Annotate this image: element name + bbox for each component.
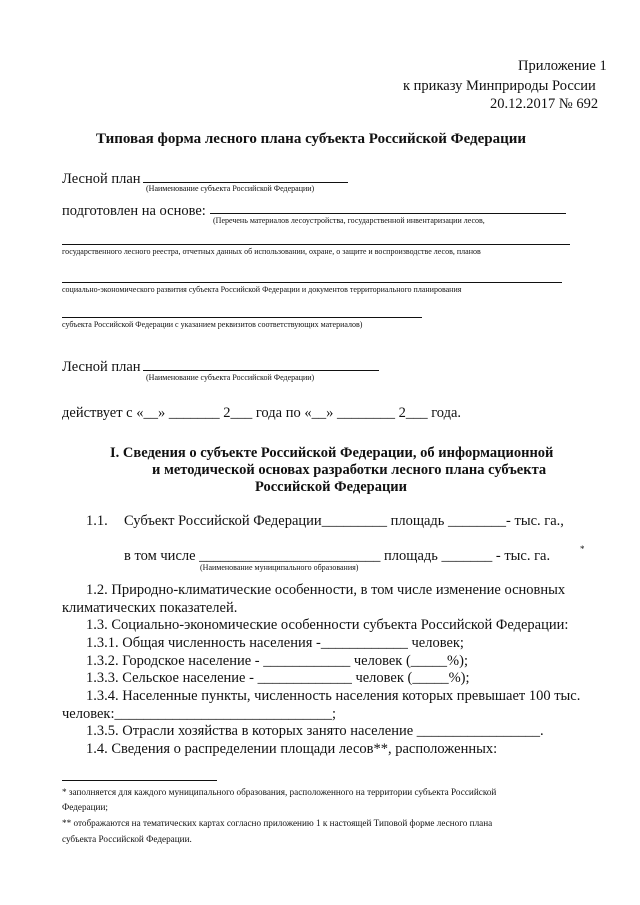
footnote-2-line-2: субъекта Российской Федерации. (62, 834, 192, 844)
item-1-1-text: Субъект Российской Федерации_________ площадь ________- тыс. га., (124, 513, 564, 529)
caption-subject: (Наименование субъекта Российской Федерации) (146, 184, 315, 193)
footnote-star: * (580, 544, 585, 554)
item-1-3-2: 1.3.2. Городское население - ____________ человек (_____%); (86, 653, 468, 669)
item-1-3-4-line-2: человек:______________________________; (62, 706, 337, 722)
caption-subject-2: (Наименование субъекта Российской Федерации) (146, 373, 315, 382)
header-order: к приказу Минприроды России (403, 78, 596, 94)
materials-line-2 (62, 244, 570, 245)
based-on-label: подготовлен на основе: (62, 203, 206, 219)
materials-line-1 (210, 213, 566, 214)
footnote-1-line-1: * заполняется для каждого муниципального образования, расположенного на территории субъекта Российской (62, 787, 497, 797)
item-1-3-4-line-1: 1.3.4. Населенные пункты, численность населения которых превышает 100 тыс. (86, 688, 581, 704)
item-1-3-5: 1.3.5. Отрасли хозяйства в которых занято население _________________. (86, 723, 544, 739)
caption-municipal: (Наименование муниципального образования) (200, 563, 359, 572)
caption-materials-3: социально-экономического развития субъекта Российской Федерации и документов территориального планирования (62, 285, 462, 294)
materials-line-3 (62, 282, 562, 283)
item-1-4: 1.4. Сведения о распределении площади лесов**, расположенных: (86, 741, 498, 757)
footnote-1-line-2: Федерации; (62, 802, 108, 812)
validity-line: действует с «__» _______ 2___ года по «__» ________ 2___ года. (62, 405, 462, 421)
subject-name-line-2 (143, 370, 379, 371)
caption-materials-1: (Перечень материалов лесоустройства, государственной инвентаризации лесов, (213, 216, 485, 225)
subject-name-line (143, 182, 348, 183)
section-heading-line-2: и методической основах разработки лесного плана субъекта (152, 462, 547, 478)
footnote-2-line-1: ** отображаются на тематических картах согласно приложению 1 к настоящей Типовой форме лесного плана (62, 818, 493, 828)
header-appendix: Приложение 1 (518, 58, 607, 74)
caption-materials-4: субъекта Российской Федерации с указанием реквизитов соответствующих материалов) (62, 320, 363, 329)
page-title: Типовая форма лесного плана субъекта Российской Федерации (96, 131, 527, 147)
section-heading-line-1: I. Сведения о субъекте Российской Федерации, об информационной (110, 445, 554, 461)
footnote-separator (62, 780, 217, 781)
item-1-3: 1.3. Социально-экономические особенности субъекта Российской Федерации: (86, 617, 569, 633)
item-1-3-3: 1.3.3. Сельское население - _____________ человек (_____%); (86, 670, 470, 686)
section-heading-line-3: Российской Федерации (255, 479, 408, 495)
item-1-3-1: 1.3.1. Общая численность населения -____________ человек; (86, 635, 464, 651)
including-text: в том числе _________________________ площадь _______ - тыс. га. (124, 548, 551, 564)
materials-line-4 (62, 317, 422, 318)
item-1-2-line-1: 1.2. Природно-климатические особенности, в том числе изменение основных (86, 582, 566, 598)
item-1-2-line-2: климатических показателей. (62, 600, 238, 616)
item-1-1-number: 1.1. (86, 513, 108, 529)
caption-materials-2: государственного лесного реестра, отчетных данных об использовании, охране, о защите и воспроизводстве лесов, планов (62, 247, 481, 256)
les-plan-label: Лесной план (62, 171, 141, 187)
les-plan-label-2: Лесной план (62, 359, 141, 375)
header-date: 20.12.2017 № 692 (490, 96, 599, 112)
